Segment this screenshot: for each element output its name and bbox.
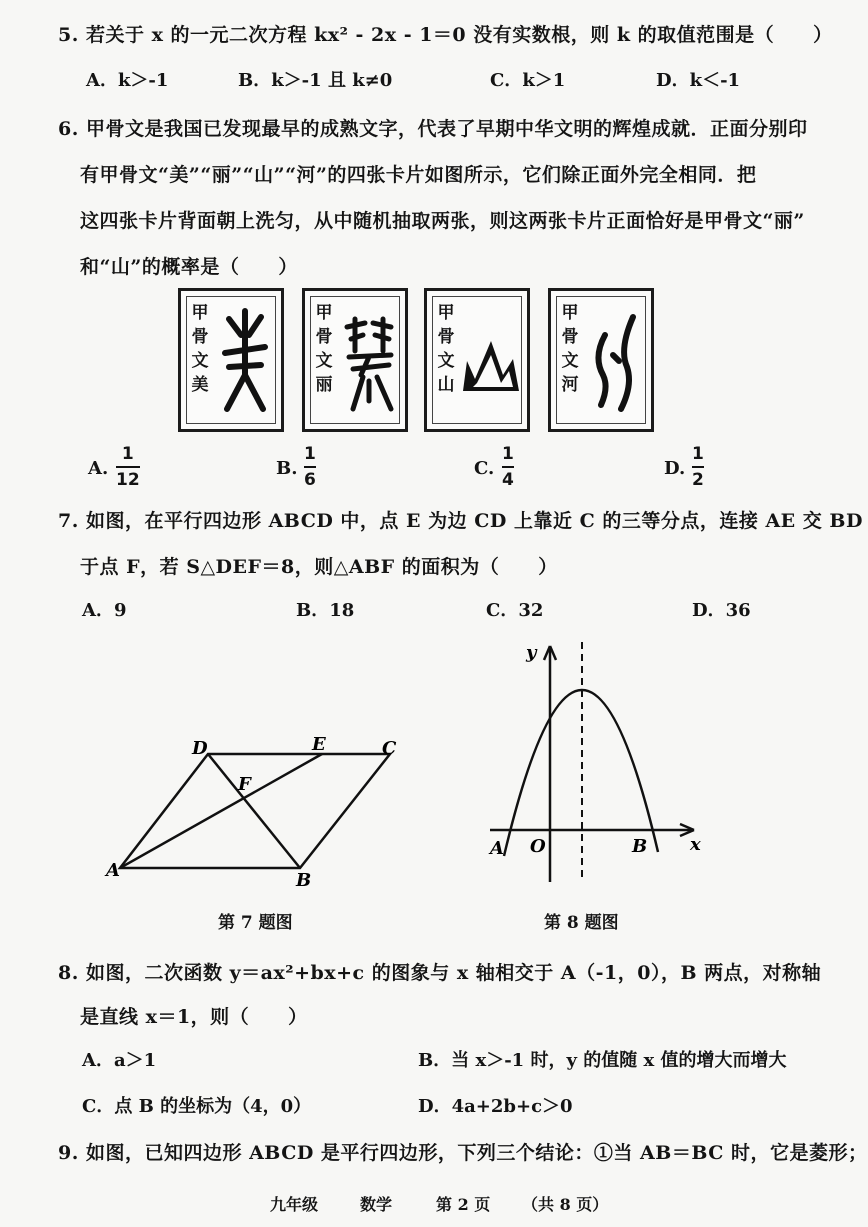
- footer-grade: 九年级: [270, 1195, 319, 1214]
- figure-8-parabola: [480, 636, 720, 886]
- q8-option-d: D．4a+2b+c＞0: [418, 1096, 573, 1117]
- q6-line-2: 有甲骨文“美”“丽”“山”“河”的四张卡片如图所示，它们除正面外完全相同．把: [80, 164, 757, 186]
- q8-option-a: A．a＞1: [82, 1050, 157, 1071]
- shan-glyph: [461, 305, 521, 417]
- fig8-label-b: B: [632, 836, 648, 857]
- q5-option-b: B．k＞-1 且 k≠0: [238, 70, 393, 91]
- q6-option-d-letter: D.: [664, 458, 686, 479]
- fig7-label-d: D: [192, 738, 208, 759]
- fig8-label-y: y: [526, 642, 537, 663]
- q6-option-b-fraction: 1 6: [304, 444, 316, 490]
- q7-option-c: C．32: [486, 600, 544, 621]
- figure-7-parallelogram: [100, 730, 420, 890]
- footer-total: （共 8 页）: [522, 1195, 609, 1214]
- fig7-label-a: A: [106, 860, 120, 881]
- oracle-card-he: [548, 288, 654, 432]
- q8-line-2: 是直线 x＝1，则（ ）: [80, 1006, 308, 1028]
- q5-option-c: C．k＞1: [490, 70, 566, 91]
- oracle-card-li: [302, 288, 408, 432]
- figure-7-caption: 第 7 题图: [218, 913, 293, 933]
- q5-option-a: A．k＞-1: [86, 70, 169, 91]
- q7-option-b: B．18: [296, 600, 355, 621]
- q6-option-a-letter: A.: [88, 458, 109, 479]
- fig8-label-x: x: [690, 834, 701, 855]
- q6-option-b-letter: B.: [276, 458, 298, 479]
- q8-option-c: C．点 B 的坐标为（4，0）: [82, 1096, 312, 1117]
- q6-line-4: 和“山”的概率是（ ）: [80, 256, 298, 278]
- q8-line-1: 8. 如图，二次函数 y＝ax²+bx+c 的图象与 x 轴相交于 A（-1，0），B 两点，对称轴: [58, 962, 822, 984]
- li-glyph: [339, 305, 399, 417]
- mei-glyph: [215, 305, 275, 417]
- q5-stem: 5. 若关于 x 的一元二次方程 kx² - 2x - 1＝0 没有实数根，则 k 的取值范围是（ ）: [58, 24, 833, 46]
- q7-option-a: A．9: [82, 600, 127, 621]
- q7-line-2: 于点 F，若 S△DEF＝8，则△ABF 的面积为（ ）: [80, 556, 558, 578]
- q6-option-c-fraction: 1 4: [502, 444, 514, 490]
- card-label-he: 甲 骨 文 河: [561, 303, 579, 395]
- figure-8-caption: 第 8 题图: [544, 913, 619, 933]
- q5-option-d: D．k＜-1: [656, 70, 741, 91]
- card-label-mei: 甲 骨 文 美: [191, 303, 209, 395]
- q8-option-b: B．当 x＞-1 时，y 的值随 x 值的增大而增大: [418, 1050, 787, 1071]
- q6-line-3: 这四张卡片背面朝上洗匀，从中随机抽取两张，则这两张卡片正面恰好是甲骨文“丽”: [80, 210, 805, 232]
- fig7-label-c: C: [382, 738, 397, 759]
- fig7-label-e: E: [312, 734, 326, 755]
- q7-option-d: D．36: [692, 600, 751, 621]
- fig8-label-o: O: [530, 836, 546, 857]
- card-label-li: 甲 骨 文 丽: [315, 303, 333, 395]
- q6-line-1: 6. 甲骨文是我国已发现最早的成熟文字，代表了早期中华文明的辉煌成就．正面分别印: [58, 118, 808, 140]
- oracle-card-mei: [178, 288, 284, 432]
- footer-page: 第 2 页: [436, 1195, 491, 1214]
- fig8-label-a: A: [490, 838, 504, 859]
- fig7-label-b: B: [296, 870, 312, 890]
- footer-subject: 数学: [360, 1195, 393, 1214]
- q9-line-1: 9. 如图，已知四边形 ABCD 是平行四边形，下列三个结论：①当 AB＝BC 时，它是菱形；: [58, 1142, 868, 1164]
- oracle-card-shan: [424, 288, 530, 432]
- fig7-label-f: F: [238, 774, 251, 795]
- q6-option-a-fraction: 1 12: [116, 444, 140, 490]
- q6-option-c-letter: C.: [474, 458, 495, 479]
- q7-line-1: 7. 如图，在平行四边形 ABCD 中，点 E 为边 CD 上靠近 C 的三等分点，连接 AE 交 BD: [58, 510, 863, 532]
- q6-option-d-fraction: 1 2: [692, 444, 704, 490]
- card-label-shan: 甲 骨 文 山: [437, 303, 455, 395]
- he-glyph: [585, 305, 645, 417]
